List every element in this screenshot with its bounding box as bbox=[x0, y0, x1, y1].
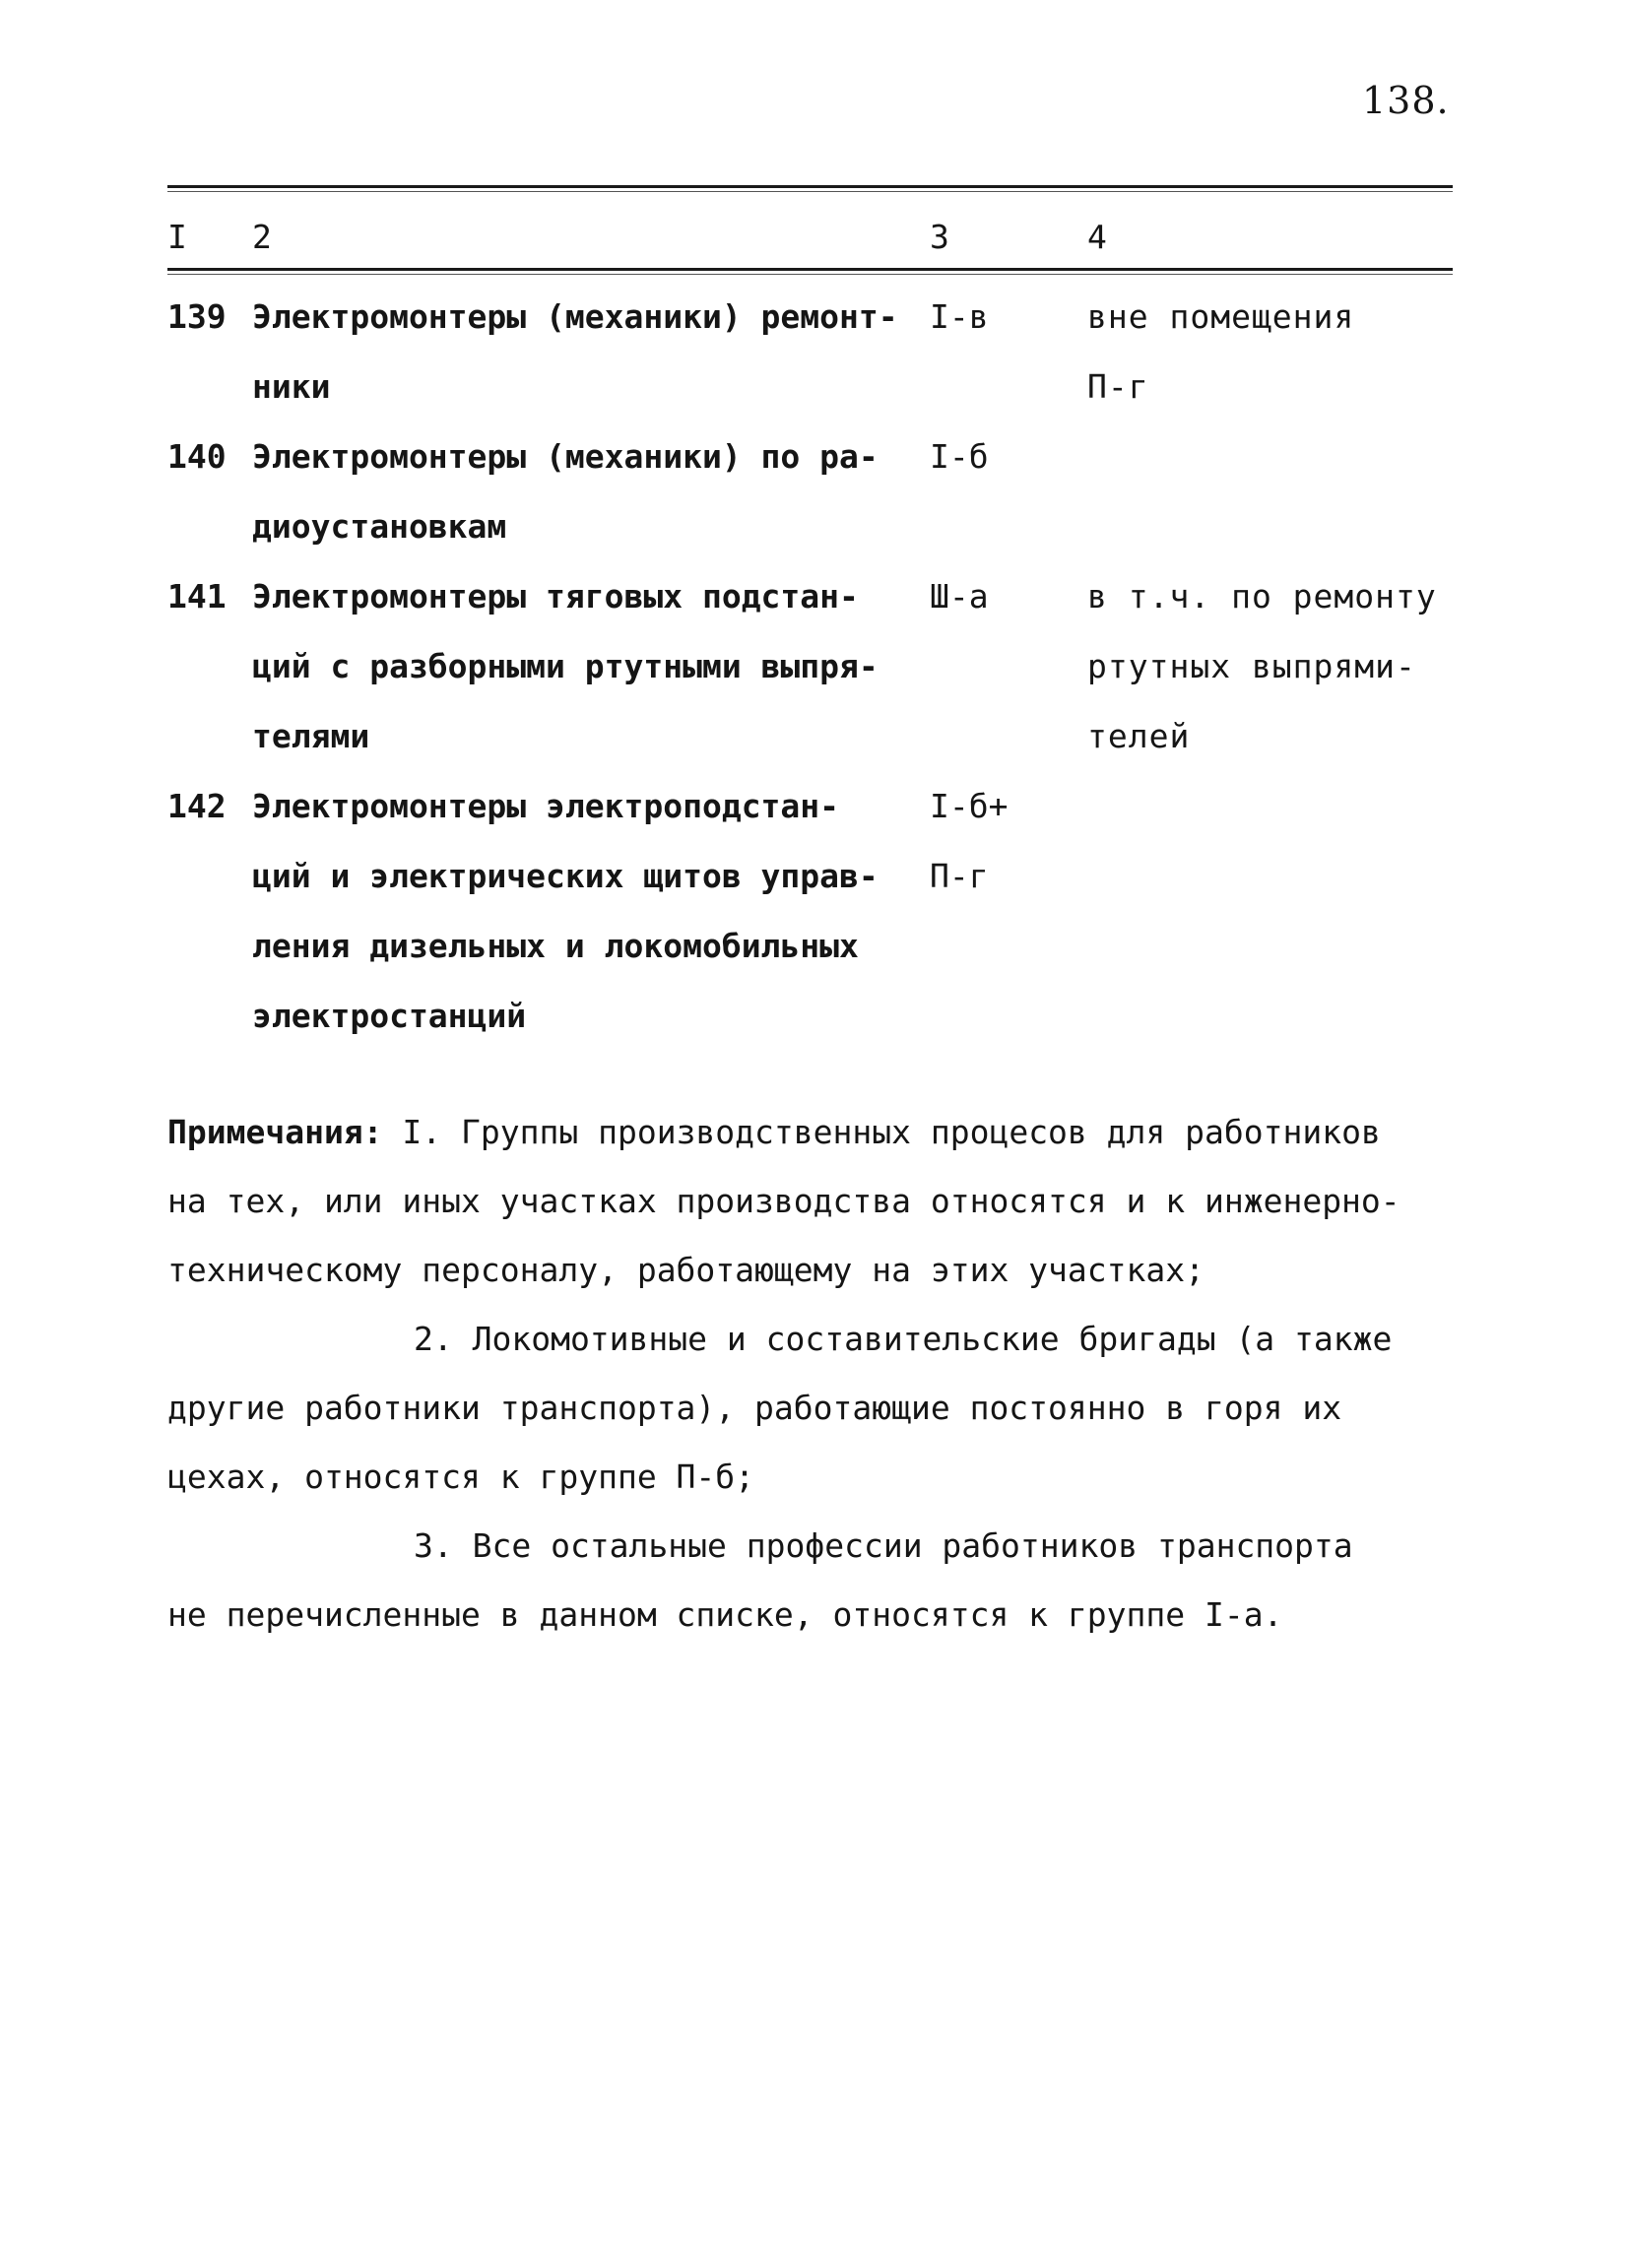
table-header-row bbox=[167, 202, 1467, 272]
row-number: 142 bbox=[167, 787, 227, 825]
group-cell-line: I-в bbox=[930, 297, 989, 336]
group-cell bbox=[930, 771, 1087, 1051]
note-cell-line: ртутных выпрями- bbox=[1087, 647, 1416, 685]
group-cell bbox=[930, 561, 1087, 771]
table-row bbox=[167, 771, 1467, 1051]
column-header-1: I bbox=[167, 218, 187, 256]
profession-cell-line: электростанций bbox=[252, 997, 527, 1035]
page-number: 138. bbox=[1362, 79, 1450, 122]
group-cell-line: П-г bbox=[930, 857, 989, 895]
profession-cell-line: ления дизельных и локомобильных bbox=[252, 927, 859, 965]
column-header-4: 4 bbox=[1087, 218, 1108, 256]
note-cell-line: П-г bbox=[1087, 367, 1149, 406]
note-2-line-1: 2. Локомотивные и составительские бригады (а также bbox=[414, 1320, 1393, 1358]
note-cell bbox=[1087, 421, 1467, 561]
note-cell-line: в т.ч. по ремонту bbox=[1087, 577, 1437, 616]
row-number: 140 bbox=[167, 437, 227, 476]
group-cell-line: I-б+ bbox=[930, 787, 1009, 825]
profession-cell-line: диоустановкам bbox=[252, 507, 507, 546]
column-header-3: 3 bbox=[930, 218, 949, 256]
note-3-line-2: не перечисленные в данном списке, относятся к группе I-а. bbox=[167, 1595, 1283, 1634]
note-1-line-3: техническому персоналу, работающему на этих участках; bbox=[167, 1251, 1205, 1289]
profession-cell bbox=[252, 421, 930, 561]
note-cell-line: вне помещения bbox=[1087, 297, 1355, 336]
group-cell bbox=[930, 421, 1087, 561]
profession-cell-line: Электромонтеры (механики) по ра- bbox=[252, 437, 879, 476]
profession-cell bbox=[252, 771, 930, 1051]
column-header-2: 2 bbox=[252, 218, 272, 256]
profession-cell-line: ций с разборными ртутными выпря- bbox=[252, 647, 879, 685]
note-3-line-1: 3. Все остальные профессии работников транспорта bbox=[414, 1526, 1353, 1565]
note-1-line-2: на тех, или иных участках производства относятся и к инженерно- bbox=[167, 1182, 1400, 1220]
profession-cell-line: ники bbox=[252, 367, 331, 406]
group-cell-line: Ш-а bbox=[930, 577, 989, 616]
table-row bbox=[167, 421, 1467, 561]
table-top-rule-thin bbox=[167, 191, 1453, 192]
table-row bbox=[167, 282, 1467, 421]
table-row bbox=[167, 561, 1467, 771]
table-body bbox=[167, 282, 1467, 1051]
note-cell bbox=[1087, 771, 1467, 1051]
group-cell-line: I-б bbox=[930, 437, 989, 476]
note-cell bbox=[1087, 561, 1467, 771]
row-number: 141 bbox=[167, 577, 227, 616]
note-2-line-2: другие работники транспорта), работающие постоянно в горя их bbox=[167, 1389, 1342, 1427]
note-cell bbox=[1087, 282, 1467, 421]
profession-cell bbox=[252, 561, 930, 771]
profession-table bbox=[167, 202, 1467, 1051]
note-2-line-3: цехах, относятся к группе П-б; bbox=[167, 1458, 755, 1496]
table-top-rule bbox=[167, 185, 1453, 188]
notes-label: Примечания: bbox=[167, 1113, 383, 1151]
notes-section bbox=[167, 1098, 1477, 1650]
profession-cell bbox=[252, 282, 930, 421]
profession-cell-line: Электромонтеры тяговых подстан- bbox=[252, 577, 859, 616]
profession-cell-line: Электромонтеры электроподстан- bbox=[252, 787, 840, 825]
profession-cell-line: ций и электрических щитов управ- bbox=[252, 857, 879, 895]
profession-cell-line: телями bbox=[252, 717, 370, 755]
row-number: 139 bbox=[167, 297, 227, 336]
group-cell bbox=[930, 282, 1087, 421]
note-cell-line: телей bbox=[1087, 717, 1191, 755]
note-1-line-1: Примечания: I. Группы производственных процесов для работников bbox=[167, 1113, 1381, 1151]
profession-cell-line: Электромонтеры (механики) ремонт- bbox=[252, 297, 898, 336]
